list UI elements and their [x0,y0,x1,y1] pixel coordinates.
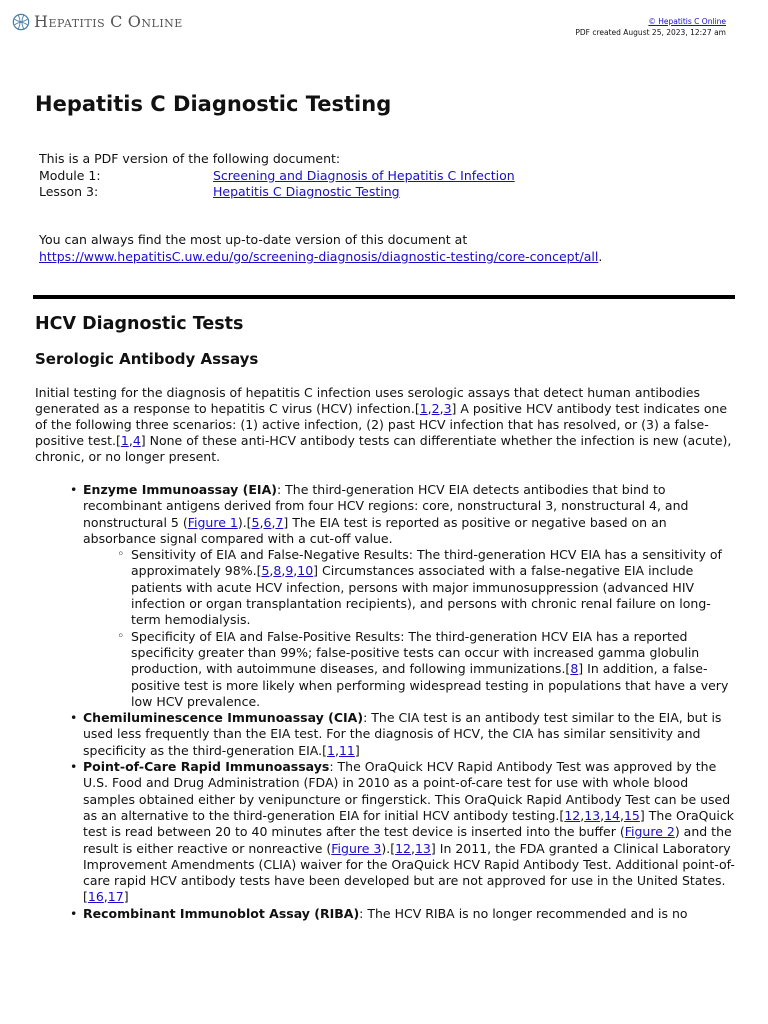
ref-link[interactable]: 12 [395,840,411,856]
section-divider [33,295,735,299]
module-label: Module 1: [39,167,101,183]
list-item-sensitivity: ◦ Sensitivity of EIA and False-Negative Results: The third-generation HCV EIA has a sensitivity of approximately 98%.[5,8,9,10] Circumstances associated with a false-negative EIA include patients with acute HCV infection, persons with major immunosuppression (advanced HIV infection or organ transplantation recipients), and persons with chronic renal failure on long-term hemodialysis. [131,547,735,628]
ref-link[interactable]: 13 [414,840,431,856]
figure-1-link[interactable]: Figure 1 [187,514,238,530]
globe-logo-icon [12,13,30,31]
ref-link[interactable]: 17 [107,889,124,905]
page-title: Hepatitis C Diagnostic Testing [35,92,392,116]
document-info [39,151,515,201]
ref-link[interactable]: 5 [261,563,270,579]
site-logo [12,12,183,31]
ref-link[interactable]: 2 [431,401,440,416]
ref-link[interactable]: 1 [327,742,335,758]
ref-link[interactable]: 8 [273,563,282,579]
list-item-riba: • Recombinant Immunoblot Assay (RIBA): The HCV RIBA is no longer recommended and is no [83,906,735,922]
ref-link[interactable]: 15 [623,807,640,823]
subsection-title: Serologic Antibody Assays [35,350,259,368]
header-meta [575,16,726,38]
ref-link[interactable]: 3 [443,401,452,416]
ref-link[interactable]: 13 [584,807,601,823]
eia-sublist [83,547,735,710]
ref-link[interactable]: 16 [87,889,104,905]
update-note-text: You can always find the most up-to-date version of this document at [39,232,468,247]
copyright-link[interactable]: © Hepatitis C Online [648,17,726,26]
ref-link[interactable]: 14 [604,807,620,823]
ref-link[interactable]: 9 [285,563,294,579]
ref-link[interactable]: 4 [132,433,141,448]
lesson-link[interactable]: Hepatitis C Diagnostic Testing [213,184,400,199]
pdf-intro: This is a PDF version of the following document: [39,151,341,166]
ref-link[interactable]: 11 [338,742,355,758]
figure-3-link[interactable]: Figure 3 [331,840,382,856]
list-item-cia: • Chemiluminescence Immunoassay (CIA): The CIA test is an antibody test similar to the EIA, but is used less frequently than the EIA test. For the diagnosis of HCV, the CIA has similar sensitivity and specificity as the third-generation EIA.[1,11] [83,710,735,759]
lesson-label: Lesson 3: [39,184,99,199]
ref-link[interactable]: 6 [263,514,272,530]
ref-link[interactable]: 1 [120,433,129,448]
list-item-poc: • Point-of-Care Rapid Immunoassays: The OraQuick HCV Rapid Antibody Test was approved by the U.S. Food and Drug Administration (FDA) in 2010 as a point-of-care test for use with whole blood samples obtained either by venipuncture or fingerstick. This OraQuick Rapid Antibody Test can be used as an alternative to the third-generation EIA for initial HCV antibody testing.[12,13,14,15] The OraQuick test is read between 20 to 40 minutes after the test device is inserted into the buffer (Figure 2) and the result is either reactive or nonreactive (Figure 3).[12,13] In 2011, the FDA granted a Clinical Laboratory Improvement Amendments (CLIA) waiver for the OraQuick HCV Rapid Antibody Test. Additional point-of-care rapid HCV antibody tests have been developed but are not approved for use in the United States.[16,17] [83,759,735,906]
assay-list [83,482,735,922]
list-item-eia: • Enzyme Immunoassay (EIA): The third-generation HCV EIA detects antibodies that bind to recombinant antigens derived from four HCV regions: core, nonstructural 3, nonstructural 4, and nonstructural 5 (Figure 1).[5,6,7] The EIA test is reported as positive or negative based on an absorbance signal compared with a cut-off value. ◦ Sensitivity of EIA and False-Negative Results: The third-generation HCV EIA has a sensitivity of approximately 98%.[5,8,9,10] Circumstances associated with a false-negative EIA include patients with acute HCV infection, persons with major immunosuppression (advanced HIV infection or organ transplantation recipients), and persons with chronic renal failure on long-term hemodialysis. ◦ Specificity of EIA and False-Positive Results: The third-generation HCV EIA has a reported specificity greater than 99%; false-positive tests can occur with increased gamma globulin production, with autoimmune diseases, and following immunizations.[8] In addition, a false-positive test is more likely when performing widespread testing in populations that have a very low HCV prevalence. [83,482,735,710]
logo-text: HEPATITIS C ONLINE [34,12,183,31]
source-url-link[interactable]: https://www.hepatitisC.uw.edu/go/screening-diagnosis/diagnostic-testing/core-concept/all [39,248,599,264]
figure-2-link[interactable]: Figure 2 [624,824,675,840]
intro-paragraph: Initial testing for the diagnosis of hepatitis C infection uses serologic assays that detect human antibodies generated as a response to hepatitis C virus (HCV) infection.[1,2,3] A positive HCV antibody test indicates one of the following three scenarios: (1) active infection, (2) past HCV infection that has resolved, or (3) a false-positive test.[1,4] None of these anti-HCV antibody tests can differentiate whether the infection is new (acute), chronic, or no longer present. [35,385,732,464]
pdf-created-date: PDF created August 25, 2023, 12:27 am [575,28,726,37]
update-note [39,232,602,265]
module-link[interactable]: Screening and Diagnosis of Hepatitis C Infection [213,167,515,183]
ref-link[interactable]: 1 [419,401,428,416]
ref-link[interactable]: 5 [251,514,260,530]
list-item-specificity: ◦ Specificity of EIA and False-Positive Results: The third-generation HCV EIA has a reported specificity greater than 99%; false-positive tests can occur with increased gamma globulin production, with autoimmune diseases, and following immunizations.[8] In addition, a false-positive test is more likely when performing widespread testing in populations that have a very low HCV prevalence. [131,629,735,710]
period: . [598,248,603,264]
ref-link[interactable]: 8 [570,661,579,677]
ref-link[interactable]: 7 [275,514,284,530]
section-title: HCV Diagnostic Tests [35,314,244,334]
ref-link[interactable]: 12 [564,807,581,823]
ref-link[interactable]: 10 [297,563,314,579]
